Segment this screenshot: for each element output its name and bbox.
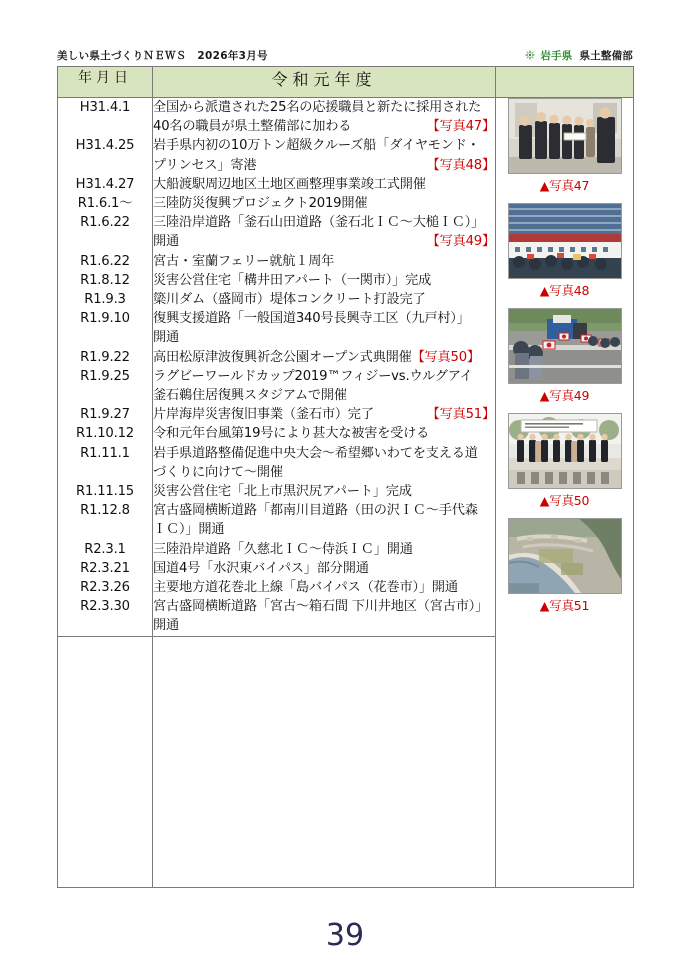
row-date: R1.6.1〜 bbox=[77, 196, 133, 212]
row-date: R1.9.10 bbox=[80, 311, 130, 327]
row-date: R2.3.30 bbox=[80, 599, 130, 615]
row-event-line: ラグビーワールドカップ2019™フィジーvs.ウルグアイ bbox=[153, 368, 473, 384]
row-event-text: プリンセス」寄港 bbox=[153, 157, 257, 173]
row-event-text: 40名の職員が県土整備部に加わる bbox=[153, 119, 352, 135]
filler-event bbox=[153, 636, 496, 887]
row-event-line: 三陸沿岸道路「釜石山田道路（釜石北ＩＣ〜大槌ＩＣ）」 bbox=[153, 215, 485, 231]
table-header bbox=[58, 67, 634, 98]
row-date: R1.11.15 bbox=[76, 484, 134, 500]
page-header bbox=[57, 46, 633, 64]
photo-column-cell bbox=[496, 98, 634, 888]
row-event-line: 三陸沿岸道路「久慈北ＩＣ〜侍浜ＩＣ」開通 bbox=[153, 541, 413, 557]
row-date: R2.3.21 bbox=[80, 560, 130, 576]
column-header-year: 令和元年度 bbox=[153, 67, 496, 98]
photo-caption: ▲写真48 bbox=[539, 283, 590, 298]
photo-reference: 【写真51】 bbox=[426, 407, 495, 423]
row-event-line: 主要地方道花巻北上線「島バイパス（花巻市）」開通 bbox=[153, 580, 458, 596]
row-date-spacer bbox=[58, 386, 152, 405]
row-event-line: 復興支援道路「一般国道340号長興寺工区（九戸村）」 bbox=[153, 311, 470, 327]
row-event-line: 災害公営住宅「北上市黒沢尻アパート」完成 bbox=[153, 484, 412, 500]
row-date-spacer bbox=[58, 463, 152, 482]
photo-caption: ▲写真47 bbox=[539, 178, 590, 193]
iwate-star-icon bbox=[524, 49, 536, 61]
filler-date bbox=[58, 636, 153, 887]
row-event-line: ＩＣ）」開通 bbox=[153, 522, 225, 538]
brand-prefecture-label: 岩手県 bbox=[540, 49, 573, 62]
row-event-line: 宮古盛岡横断道路「都南川目道路（田の沢ＩＣ〜手代森 bbox=[153, 503, 478, 519]
photo-reference: 【写真47】 bbox=[426, 119, 495, 135]
row-date: R1.8.12 bbox=[80, 272, 130, 288]
table-content-row bbox=[58, 98, 634, 637]
row-date-spacer bbox=[58, 328, 152, 347]
chronology-table bbox=[57, 66, 634, 888]
row-date: R1.9.22 bbox=[80, 349, 130, 365]
brand-department-label: 県土整備部 bbox=[579, 49, 633, 62]
photo-block bbox=[496, 518, 633, 614]
column-header-date: 年月日 bbox=[58, 67, 153, 98]
row-date-spacer bbox=[58, 616, 152, 635]
row-date-spacer bbox=[58, 117, 152, 136]
row-date: R1.9.27 bbox=[80, 407, 130, 423]
column-header-photos bbox=[496, 67, 634, 98]
row-event-line: 釜石鵜住居復興スタジアムで開催 bbox=[153, 388, 347, 404]
photo-block bbox=[496, 308, 633, 404]
row-date: R2.3.1 bbox=[84, 541, 126, 557]
photo-reference: 【写真49】 bbox=[426, 234, 495, 250]
row-event-line: 全国から派遣された25名の応援職員と新たに採用された bbox=[153, 100, 482, 115]
row-date: R1.6.22 bbox=[80, 215, 130, 231]
row-event-line: 三陸防災復興プロジェクト2019開催 bbox=[153, 196, 368, 212]
photo-image bbox=[508, 203, 622, 279]
row-event-line bbox=[153, 405, 495, 424]
page-number: 39 bbox=[325, 918, 365, 953]
row-date-spacer bbox=[58, 156, 152, 175]
row-date: H31.4.1 bbox=[79, 100, 131, 115]
row-event-line: 開通 bbox=[153, 618, 179, 634]
table-body bbox=[58, 98, 634, 888]
row-date: R1.12.8 bbox=[80, 503, 130, 519]
row-event-line: 宮古盛岡横断道路「宮古〜箱石間 下川井地区（宮古市）」 bbox=[153, 599, 489, 615]
row-date: H31.4.27 bbox=[75, 176, 135, 192]
photo-image bbox=[508, 308, 622, 384]
row-event-line: 令和元年台風第19号により甚大な被害を受ける bbox=[153, 426, 430, 442]
row-event-line bbox=[153, 348, 495, 367]
photo-block bbox=[496, 413, 633, 509]
photo-image bbox=[508, 413, 622, 489]
row-event-line: 災害公営住宅「構井田アパート（一関市）」完成 bbox=[153, 272, 432, 288]
photo-image bbox=[508, 98, 622, 174]
newsletter-title: 美しい県土づくりＮＥＷＳ 2026年3月号 bbox=[57, 49, 268, 62]
row-event-line bbox=[153, 156, 495, 175]
photo-block bbox=[496, 98, 633, 194]
row-date: R1.11.1 bbox=[80, 445, 130, 461]
row-event-text: 高田松原津波復興祈念公園オープン式典開催 bbox=[153, 349, 412, 365]
row-event-line bbox=[153, 232, 495, 251]
row-event-line: づくりに向けて〜開催 bbox=[153, 464, 283, 480]
row-event-line: 宮古・室蘭フェリー就航１周年 bbox=[153, 253, 335, 269]
row-date: R1.9.25 bbox=[80, 368, 130, 384]
event-column-cell bbox=[153, 98, 496, 637]
row-date: R1.10.12 bbox=[76, 426, 134, 442]
row-date: H31.4.25 bbox=[75, 138, 135, 154]
photo-image bbox=[508, 518, 622, 594]
date-column-cell bbox=[58, 98, 153, 637]
prefecture-brand bbox=[524, 48, 633, 63]
row-date: R2.3.26 bbox=[80, 580, 130, 596]
row-event-line: 簗川ダム（盛岡市）堤体コンクリート打設完了 bbox=[153, 292, 426, 308]
row-event-line: 岩手県内初の10万トン超級クルーズ船「ダイヤモンド・ bbox=[153, 138, 480, 154]
photo-reference: 【写真50】 bbox=[411, 349, 480, 365]
photo-caption: ▲写真50 bbox=[539, 493, 590, 508]
photo-caption: ▲写真51 bbox=[539, 598, 590, 613]
row-event-line: 岩手県道路整備促進中央大会〜希望郷いわてを支える道 bbox=[153, 445, 478, 461]
photo-block bbox=[496, 203, 633, 299]
row-event-line bbox=[153, 117, 495, 136]
row-event-text: 開通 bbox=[153, 234, 179, 250]
table-header-row bbox=[58, 67, 634, 98]
row-event-line: 国道4号「水沢東バイパス」部分開通 bbox=[153, 560, 369, 576]
row-event-text: 片岸海岸災害復旧事業（釜石市）完了 bbox=[153, 407, 374, 423]
row-date-spacer bbox=[58, 232, 152, 251]
photo-reference: 【写真48】 bbox=[426, 157, 495, 173]
row-event-line: 大船渡駅周辺地区土地区画整理事業竣工式開催 bbox=[153, 176, 426, 192]
row-event-line: 開通 bbox=[153, 330, 179, 346]
photo-caption: ▲写真49 bbox=[539, 388, 590, 403]
row-date: R1.9.3 bbox=[84, 292, 126, 308]
row-date-spacer bbox=[58, 520, 152, 539]
row-date: R1.6.22 bbox=[80, 253, 130, 269]
